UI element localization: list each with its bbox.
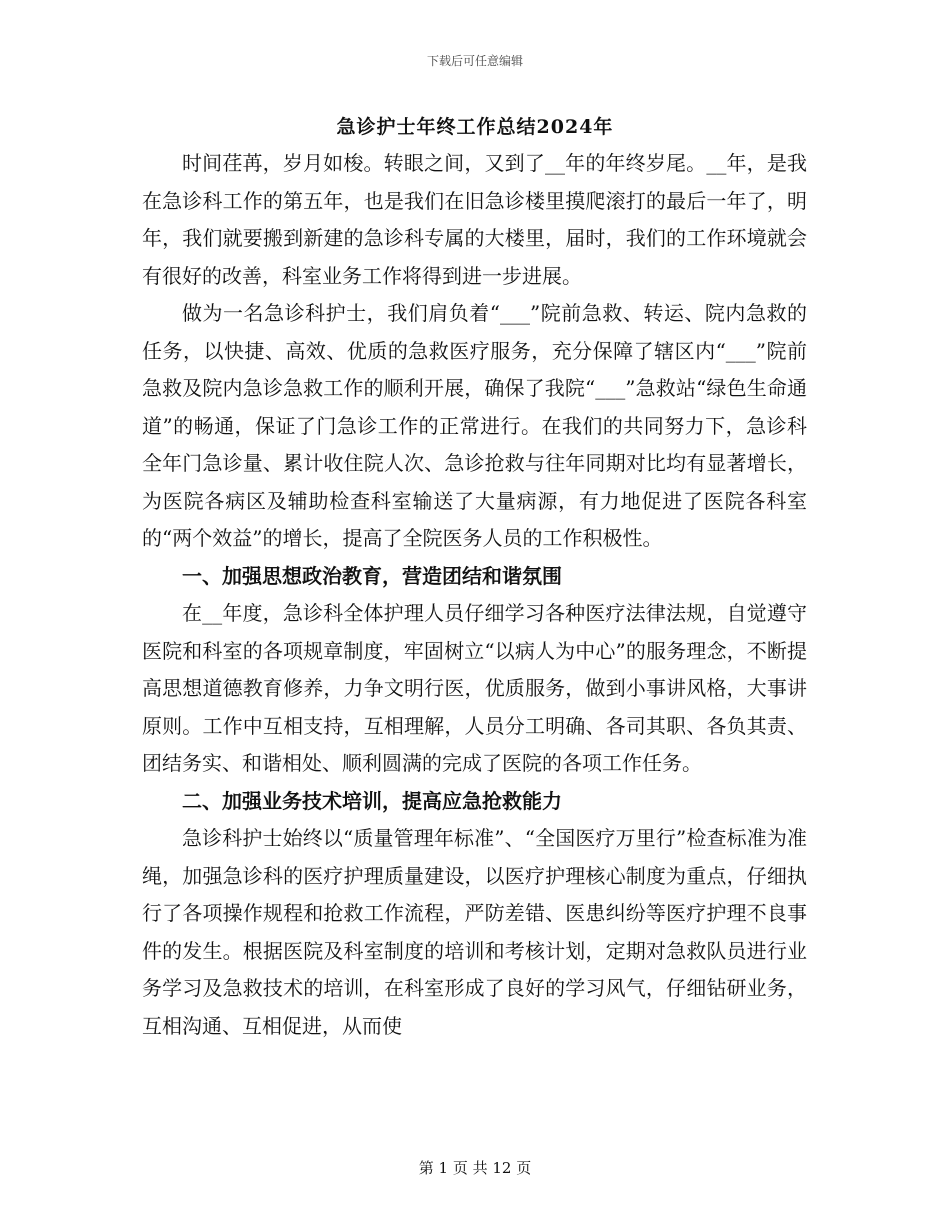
page-number-footer: 第 1 页 共 12 页 xyxy=(418,1159,532,1177)
document-title: 急诊护士年终工作总结2024年 xyxy=(336,116,614,138)
paragraph-intro: 时间荏苒，岁月如梭。转眼之间，又到了__年的年终岁尾。__年，是我在急诊科工作的第五年，也是我们在旧急诊楼里摸爬滚打的最后一年了，明年，我们就要搬到新建的急诊科专属的大楼里，届时，我们的工作环境就会有很好的改善，科室业务工作将得到进一步进展。 xyxy=(142,151,807,288)
paragraph-duties: 做为一名急诊科护士，我们肩负着“___”院前急救、转运、院内急救的任务，以快捷、高效、优质的急救医疗服务，充分保障了辖区内“___”院前急救及院内急诊急救工作的顺利开展，确保了我院“___”急救站“绿色生命通道”的畅通，保证了门急诊工作的正常进行。在我们的共同努力下，急诊科全年门急诊量、累计收住院人次、急诊抢救与往年同期对比均有显著增长，为医院各病区及辅助检查科室输送了大量病源，有力地促进了医院各科室的“两个效益”的增长，提高了全院医务人员的工作积极性。 xyxy=(142,301,807,550)
section-paragraph-2: 急诊科护士始终以“质量管理年标准”、“全国医疗万里行”检查标准为准绳，加强急诊科的医疗护理质量建设，以医疗护理核心制度为重点，仔细执行了各项操作规程和抢救工作流程，严防差错、医患纠纷等医疗护理不良事件的发生。根据医院及科室制度的培训和考核计划，定期对急救队员进行业务学习及急救技术的培训，在科室形成了良好的学习风气，仔细钻研业务，互相沟通、互相促进，从而使 xyxy=(142,826,807,1038)
section-paragraph-1: 在__年度，急诊科全体护理人员仔细学习各种医疗法律法规，自觉遵守医院和科室的各项规章制度，牢固树立“以病人为中心”的服务理念，不断提高思想道德教育修养，力争文明行医，优质服务，做到小事讲风格，大事讲原则。工作中互相支持，互相理解，人员分工明确、各司其职、各负其责、团结务实、和谐相处、顺利圆满的完成了医院的各项工作任务。 xyxy=(142,601,807,775)
header-note: 下载后可任意编辑 xyxy=(426,54,523,68)
section-heading-1: 一、加强思想政治教育，营造团结和谐氛围 xyxy=(182,563,562,588)
document-body xyxy=(142,145,807,1045)
section-heading-2: 二、加强业务技术培训，提高应急抢救能力 xyxy=(182,788,562,813)
